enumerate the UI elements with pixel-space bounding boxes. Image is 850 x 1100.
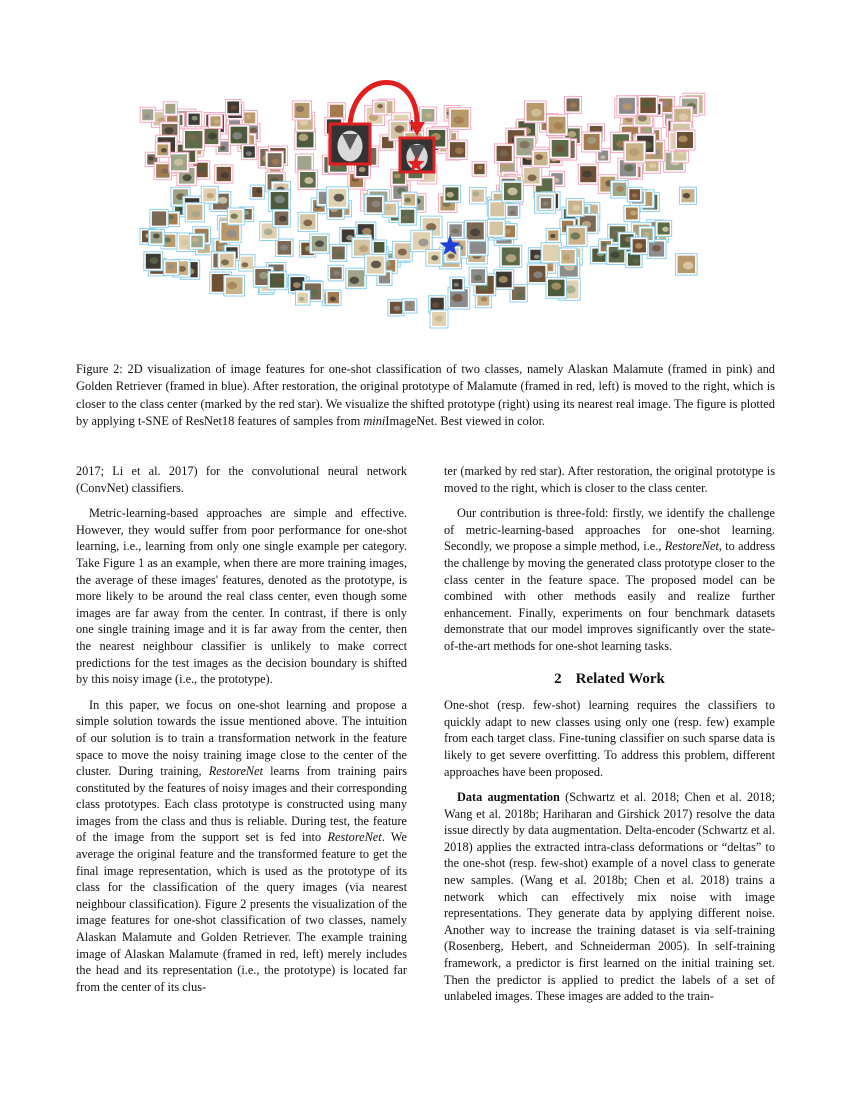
image-thumbnail-icon	[541, 243, 561, 263]
image-thumbnail-icon	[656, 220, 672, 236]
image-thumbnail-icon	[269, 190, 291, 212]
image-thumbnail-icon	[310, 234, 329, 253]
image-thumbnail-icon	[638, 96, 658, 116]
image-thumbnail-icon	[169, 152, 189, 172]
left-p3-text-b: learns from training pairs constituted by the features of noisy images and their corresponding class prototypes. Each class prototype is constructed using many images from the class and thus is reliable. During test, the feature of the image from the support set is fed into	[76, 764, 408, 845]
image-thumbnail-icon	[624, 206, 640, 222]
left-p3-text-c: . We average the original feature and the transformed feature to get the final image representation, which is used as the prototype of its class for the classification of the query images (via nearest neighbour classification). Figure 2 presents the visualization of the image features for one-shot classification of two classes, namely Alaskan Malamute and Golden Retriever. The example training image of Alaskan Malamute (framed in red, left) merely includes the head and its representation (i.e., the prototype) is located far from the center of its clus-	[76, 830, 407, 994]
image-thumbnail-icon	[155, 142, 170, 157]
image-thumbnail-icon	[578, 164, 598, 184]
left-paragraph-2: Metric-learning-based approaches are simple and effective. However, they would suffer from poor performance for one-shot learning, i.e., learning from only one single example per category. Take Figure 1 as an example, when there are more training images, the average of these images' features, denoted as the prototype, is more likely to be around the real class center, even though some images are far away from the center. In contrast, if there is only one single training image and it is far away from the center, then the nearest neighbour classifier is unlikely to make correct predictions for the test images as the decision boundary is shifted by this noisy image (i.e., the prototype).	[76, 506, 407, 687]
image-thumbnail-icon	[487, 220, 505, 238]
image-thumbnail-icon	[215, 165, 233, 183]
image-thumbnail-icon	[150, 209, 168, 227]
image-thumbnail-icon	[500, 245, 522, 267]
image-thumbnail-icon	[163, 102, 177, 116]
image-thumbnail-icon	[443, 185, 460, 202]
image-thumbnail-icon	[546, 228, 560, 242]
image-thumbnail-icon	[470, 187, 486, 203]
left-p3-text-a: In this paper, we focus on one-shot learning and propose a simple solution towards the issue mentioned above. The intuition of our solution is to train a transformation network in the feature space to move the noisy training image close to the center of the cluster. During training,	[76, 697, 407, 779]
image-thumbnail-icon	[448, 140, 467, 159]
image-thumbnail-icon	[420, 107, 437, 124]
image-thumbnail-icon	[140, 107, 155, 122]
image-thumbnail-icon	[402, 192, 417, 207]
caption-text-2: ImageNet. Best viewed in color.	[385, 414, 546, 429]
image-thumbnail-icon	[266, 151, 284, 169]
section-heading	[444, 671, 775, 688]
image-thumbnail-icon	[488, 200, 506, 218]
image-thumbnail-icon	[566, 199, 584, 217]
caption-italic: mini	[363, 414, 386, 429]
left-p3-em-1: RestoreNet	[208, 764, 263, 779]
right-p2-em: RestoreNet	[664, 539, 719, 554]
figure-caption	[76, 361, 775, 431]
left-paragraph-3	[76, 697, 407, 996]
image-thumbnail-icon	[163, 260, 179, 276]
image-thumbnail-icon	[268, 271, 286, 289]
image-thumbnail-icon	[292, 101, 311, 120]
right-p2-text-a: Our contribution is three-fold: firstly, we identify the challenge of metric-learning-based approaches for one-shot learning. Secondly, we propose a simple method, i.e.,	[444, 506, 775, 554]
image-thumbnail-icon	[624, 141, 646, 163]
image-thumbnail-icon	[495, 144, 514, 163]
right-p4-text: (Schwartz et al. 2018; Chen et al. 2018; Wang et al. 2018b; Hariharan and Girshick 2017) resolve the data issue directly by data augmentation. Delta-encoder (Schwartz et al. 2018) applies the extracted intra-class deformations or “deltas” to the one-shot (resp. few-shot) example of a novel class to generate new samples. (Wang et al. 2018b; Chen et al. 2018) trains a network which can effectively mix noise with image representations. They generate data by applying different noise. Another way to increase the training dataset is via self-training (Rosenberg, Hebert, and Schneiderman 2005). In self-training framework, a predictor is first learned on the initial training set. Then the predictor is applied to predict the labels of a set of unlabeled images. These images are added to the train-	[444, 790, 775, 1004]
image-thumbnail-icon	[382, 202, 398, 218]
right-p2-text-b: , to address the challenge by moving the generated class prototype closer to the class center in the feature space. The proposed model can be combined with other methods easily and realize further enhancement. Finally, experiments on four benchmark datasets demonstrate that our model improves significantly over the state-of-the-art methods for one-shot learning tasks.	[444, 539, 776, 653]
image-thumbnail-icon	[527, 264, 547, 284]
image-thumbnail-icon	[676, 254, 698, 276]
image-thumbnail-icon	[388, 300, 404, 316]
image-thumbnail-icon	[506, 204, 520, 218]
image-thumbnail-icon	[372, 240, 387, 255]
image-thumbnail-icon	[522, 166, 542, 186]
image-thumbnail-icon	[346, 268, 366, 288]
right-paragraph-1: ter (marked by red star). After restoration, the original prototype is moved to the right, which is closer to the class center.	[444, 464, 775, 495]
right-p4-bold: Data augmentation	[457, 790, 560, 805]
image-thumbnail-icon	[675, 130, 695, 150]
image-thumbnail-icon	[430, 310, 448, 328]
image-thumbnail-icon	[227, 208, 244, 225]
image-thumbnail-icon	[469, 267, 487, 285]
right-paragraph-2	[444, 505, 775, 654]
image-thumbnail-icon	[276, 239, 294, 257]
image-thumbnail-icon	[295, 291, 310, 306]
image-thumbnail-icon	[627, 187, 642, 202]
image-thumbnail-icon	[565, 96, 582, 113]
image-thumbnail-icon	[525, 101, 547, 123]
left-column	[76, 463, 407, 1004]
image-thumbnail-icon	[365, 195, 384, 214]
image-thumbnail-icon	[449, 108, 471, 130]
right-paragraph-4	[444, 789, 775, 1005]
prototype-image-icon	[330, 124, 370, 164]
image-thumbnail-icon	[328, 265, 344, 281]
image-thumbnail-icon	[295, 154, 313, 172]
image-thumbnail-icon	[403, 299, 417, 313]
image-thumbnail-icon	[250, 185, 264, 199]
image-thumbnail-icon	[144, 252, 163, 271]
image-thumbnail-icon	[208, 114, 222, 128]
caption-text-1: 2D visualization of image features for one-shot classification of two classes, namely Alaskan Malamute (framed in pink) and Golden Retriever (framed in blue). After restoration, the original prototype of Malamute (framed in red, left) is moved to the right, which is closer to the class center (marked by the red star). We visualize the shifted prototype (right) using its nearest real image. The figure is plotted by applying t-SNE of ResNet18 features of samples from	[76, 362, 775, 429]
image-thumbnail-icon	[273, 209, 291, 227]
image-thumbnail-icon	[189, 234, 205, 250]
image-thumbnail-icon	[224, 275, 245, 296]
image-thumbnail-icon	[201, 186, 218, 203]
image-thumbnail-icon	[566, 226, 587, 247]
image-thumbnail-icon	[617, 96, 637, 116]
image-thumbnail-icon	[494, 270, 514, 290]
image-thumbnail-icon	[327, 187, 349, 209]
image-thumbnail-icon	[550, 138, 571, 159]
section-number: 2	[554, 670, 562, 687]
image-thumbnail-icon	[559, 248, 576, 265]
image-thumbnail-icon	[298, 212, 317, 231]
image-thumbnail-icon	[185, 203, 204, 222]
image-thumbnail-icon	[239, 255, 255, 271]
image-thumbnail-icon	[631, 237, 648, 254]
right-paragraph-3: One-shot (resp. few-shot) learning requires the classifiers to quickly adapt to new classes using only one (resp. few) example from each target class. Fine-tuning classifier on such sparse data is likely to get severe overfitting. To address this problem, different approaches have been proposed.	[444, 698, 775, 779]
section-title: Related Work	[575, 670, 665, 687]
image-thumbnail-icon	[547, 115, 568, 136]
image-thumbnail-icon	[149, 230, 165, 246]
image-thumbnail-icon	[472, 162, 486, 176]
tsne-figure	[110, 70, 740, 345]
right-column	[444, 463, 775, 1014]
image-thumbnail-icon	[411, 230, 432, 251]
image-thumbnail-icon	[186, 112, 201, 127]
image-thumbnail-icon	[532, 150, 550, 168]
image-thumbnail-icon	[330, 244, 347, 261]
image-thumbnail-icon	[546, 278, 567, 299]
image-thumbnail-icon	[225, 99, 241, 115]
image-thumbnail-icon	[450, 277, 464, 291]
image-thumbnail-icon	[326, 290, 341, 305]
left-p3-em-2: RestoreNet	[327, 830, 382, 845]
image-thumbnail-icon	[229, 125, 250, 146]
image-thumbnail-icon	[365, 254, 386, 275]
image-thumbnail-icon	[241, 144, 256, 159]
image-thumbnail-icon	[679, 187, 696, 204]
image-thumbnail-icon	[611, 181, 629, 199]
image-thumbnail-icon	[183, 129, 204, 150]
image-thumbnail-icon	[582, 132, 602, 152]
image-thumbnail-icon	[242, 110, 257, 125]
image-thumbnail-icon	[372, 100, 387, 115]
image-thumbnail-icon	[218, 252, 236, 270]
image-thumbnail-icon	[426, 249, 443, 266]
image-thumbnail-icon	[399, 208, 417, 226]
caption-label: Figure 2:	[76, 362, 123, 376]
left-paragraph-1: 2017; Li et al. 2017) for the convolutional neural network (ConvNet) classifiers.	[76, 464, 407, 495]
image-thumbnail-icon	[502, 181, 523, 202]
image-thumbnail-icon	[539, 196, 553, 210]
image-thumbnail-icon	[298, 170, 318, 190]
tsne-scatter	[110, 70, 740, 345]
